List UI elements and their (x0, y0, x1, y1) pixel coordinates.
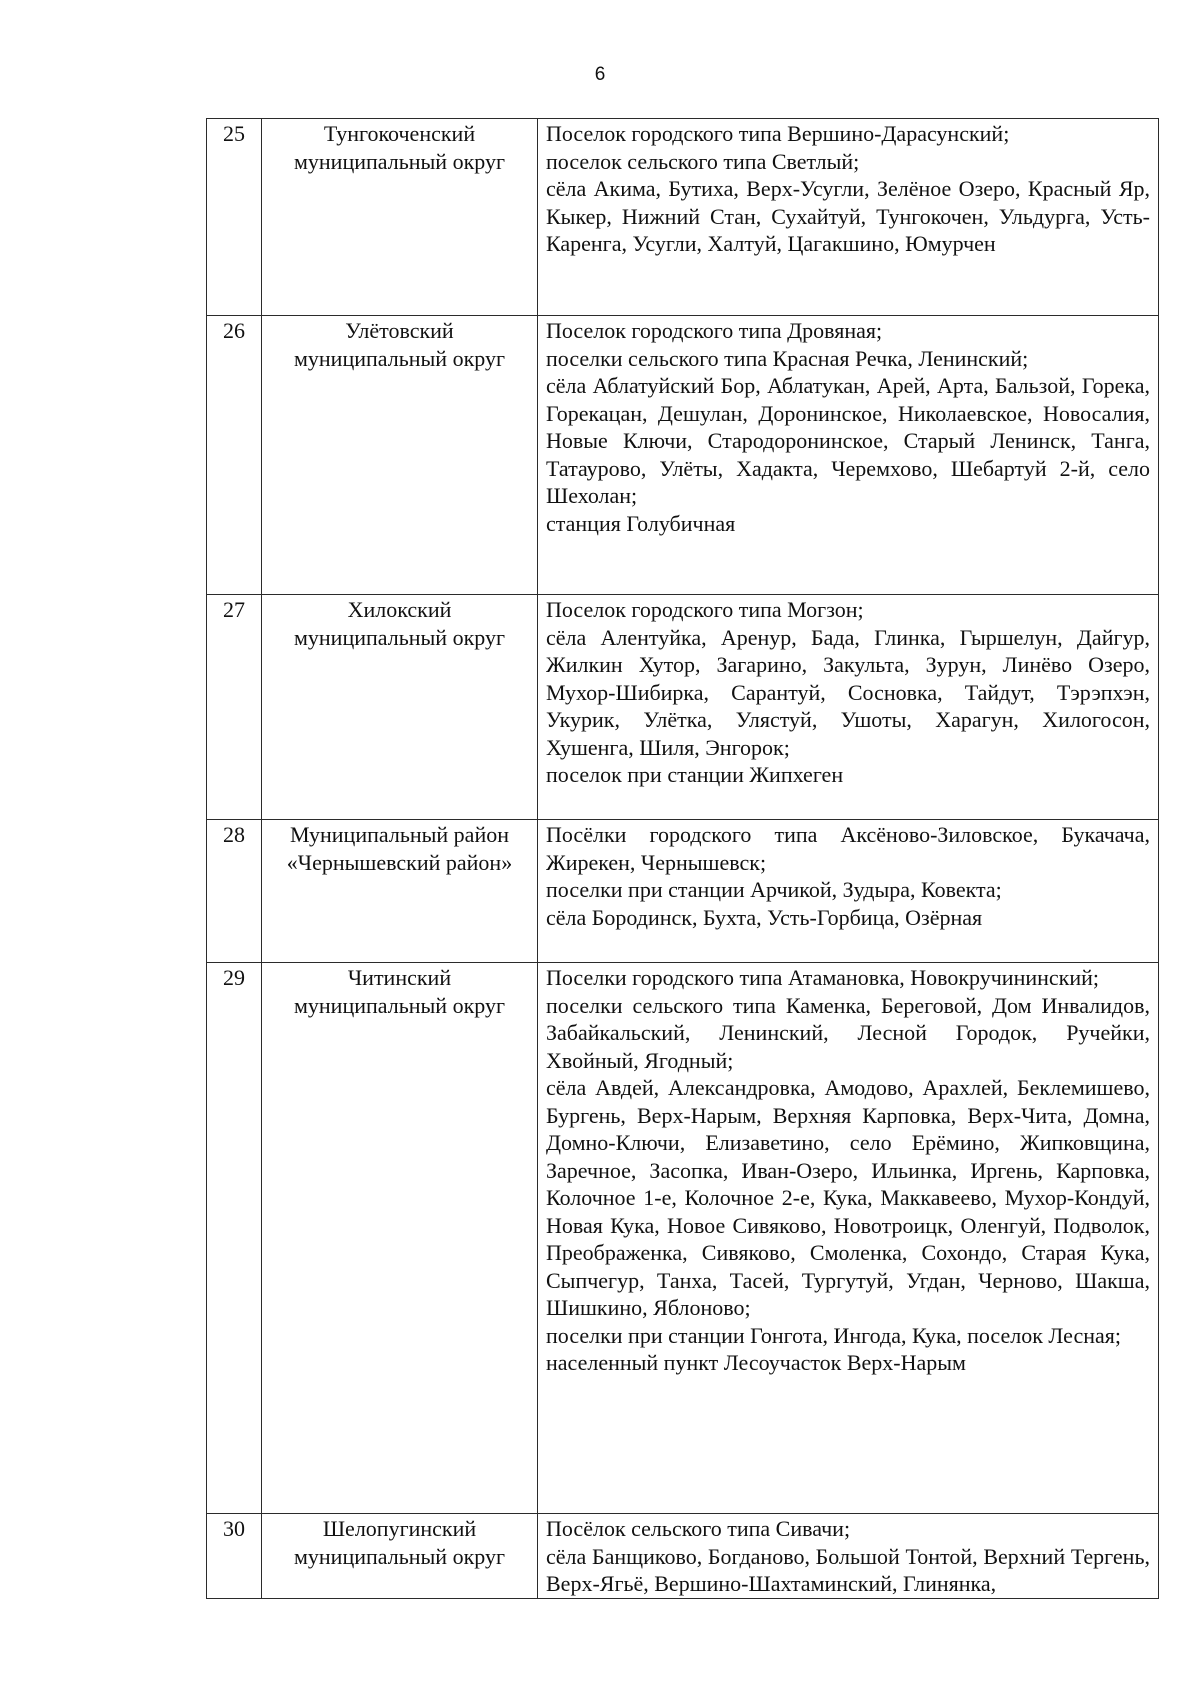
district-name-line: муниципальный округ (293, 624, 505, 650)
settlements-list (538, 316, 1159, 595)
district-name (262, 1514, 538, 1599)
settlements-list (538, 595, 1159, 820)
settlement-entry: Посёлок сельского типа Сивачи; (546, 1516, 851, 1541)
settlement-entry: Поселок городского типа Дровяная; (546, 318, 883, 343)
settlement-entry: населенный пункт Лесоучасток Верх-Нарым (546, 1350, 966, 1375)
district-name-line: муниципальный округ (293, 148, 505, 174)
district-name (262, 316, 538, 595)
districts-table (206, 118, 1159, 1599)
district-name-line: Шелопугинский (322, 1516, 477, 1541)
district-name (262, 963, 538, 1514)
row-number: 27 (207, 595, 262, 820)
settlement-entry: Поселок городского типа Вершино-Дарасунский; (546, 121, 1010, 146)
settlement-entry: поселки при станции Гонгота, Ингода, Кука, поселок Лесная; (546, 1322, 1122, 1348)
row-number: 29 (207, 963, 262, 1514)
settlements-list (538, 119, 1159, 316)
district-name-line: Тунгокоченский (323, 121, 476, 146)
district-name-line: Улётовский (345, 318, 454, 343)
settlement-entry: поселок сельского типа Светлый; (546, 148, 860, 174)
settlement-entry: Поселки городского типа Атамановка, Новокручининский; (546, 965, 1099, 990)
settlements-list (538, 963, 1159, 1514)
settlement-entry: станция Голубичная (546, 510, 736, 536)
settlement-entry: сёла Акима, Бутиха, Верх-Усугли, Зелёное Озеро, Красный Яр, Кыкер, Нижний Стан, Сухайтуй, Тунгокочен, Ульдурга, Усть-Каренга, Усугли, Халтуй, Цагакшино, Юмурчен (546, 176, 1150, 256)
row-number: 28 (207, 820, 262, 963)
settlement-entry: сёла Авдей, Александровка, Амодово, Арахлей, Беклемишево, Бургень, Верх-Нарым, Верхняя Карповка, Верх-Чита, Домна, Домно-Ключи, Елизаветино, село Ерёмино, Жипковщина, Заречное, Засопка, Иван-Озеро, Ильинка, Иргень, Карповка, Колочное 1-е, Колочное 2-е, Кука, Маккавеево, Мухор-Кондуй, Новая Кука, Новое Сивяково, Новотроицк, Оленгуй, Подволок, Преображенка, Сивяково, Смоленка, Сохондо, Старая Кука, Сыпчегур, Танха, Тасей, Тургутуй, Угдан, Черново, Шакша, Шишкино, Яблоново; (546, 1075, 1150, 1320)
row-number: 25 (207, 119, 262, 316)
settlement-entry: сёла Бородинск, Бухта, Усть-Горбица, Озёрная (546, 904, 983, 930)
district-name (262, 595, 538, 820)
district-name (262, 119, 538, 316)
table-row (207, 316, 1159, 595)
district-name-line: Читинский (347, 965, 452, 990)
page-number: 6 (594, 64, 606, 85)
settlement-entry: поселки сельского типа Красная Речка, Ленинский; (546, 345, 1029, 371)
table-row (207, 1514, 1159, 1599)
district-name-line: «Чернышевский район» (286, 849, 513, 875)
settlement-entry: сёла Банщиково, Богданово, Большой Тонтой, Верхний Тергень, Верх-Ягьё, Вершино-Шахтаминский, Глинянка, (546, 1543, 1150, 1596)
district-name-line: муниципальный округ (293, 992, 505, 1018)
settlement-entry: Посёлки городского типа Аксёново-Зиловское, Букачача, Жирекен, Чернышевск; (546, 822, 1150, 875)
settlement-entry: сёла Аблатуйский Бор, Аблатукан, Арей, Арта, Бальзой, Горека, Горекацан, Дешулан, Доронинское, Николаевское, Новосалия, Новые Ключи, Стародоронинское, Старый Ленинск, Танга, Татаурово, Улёты, Хадакта, Черемхово, Шебартуй 2-й, село Шехолан; (546, 373, 1150, 508)
district-name-line: Муниципальный район (290, 822, 509, 847)
row-number: 26 (207, 316, 262, 595)
settlement-entry: сёла Алентуйка, Аренур, Бада, Глинка, Гыршелун, Дайгур, Жилкин Хутор, Загарино, Закульта, Зурун, Линёво Озеро, Мухор-Шибирка, Сарантуй, Сосновка, Тайдут, Тэрэпхэн, Укурик, Улётка, Улястуй, Ушоты, Харагун, Хилогосон, Хушенга, Шиля, Энгорок; (546, 624, 1150, 760)
settlement-entry: Поселок городского типа Могзон; (546, 597, 864, 622)
district-name (262, 820, 538, 963)
settlement-entry: поселки сельского типа Каменка, Береговой, Дом Инвалидов, Забайкальский, Ленинский, Лесной Городок, Ручейки, Хвойный, Ягодный; (546, 992, 1150, 1073)
table-row (207, 963, 1159, 1514)
table-row (207, 595, 1159, 820)
row-number: 30 (207, 1514, 262, 1599)
table-row (207, 119, 1159, 316)
settlement-entry: поселок при станции Жипхеген (546, 762, 844, 787)
settlement-entry: поселки при станции Арчикой, Зудыра, Ковекта; (546, 877, 1002, 902)
settlements-list (538, 820, 1159, 963)
district-name-line: муниципальный округ (293, 345, 505, 371)
district-name-line: Хилокский (347, 597, 452, 622)
district-name-line: муниципальный округ (293, 1543, 505, 1569)
table-row (207, 820, 1159, 963)
settlements-list (538, 1514, 1159, 1599)
